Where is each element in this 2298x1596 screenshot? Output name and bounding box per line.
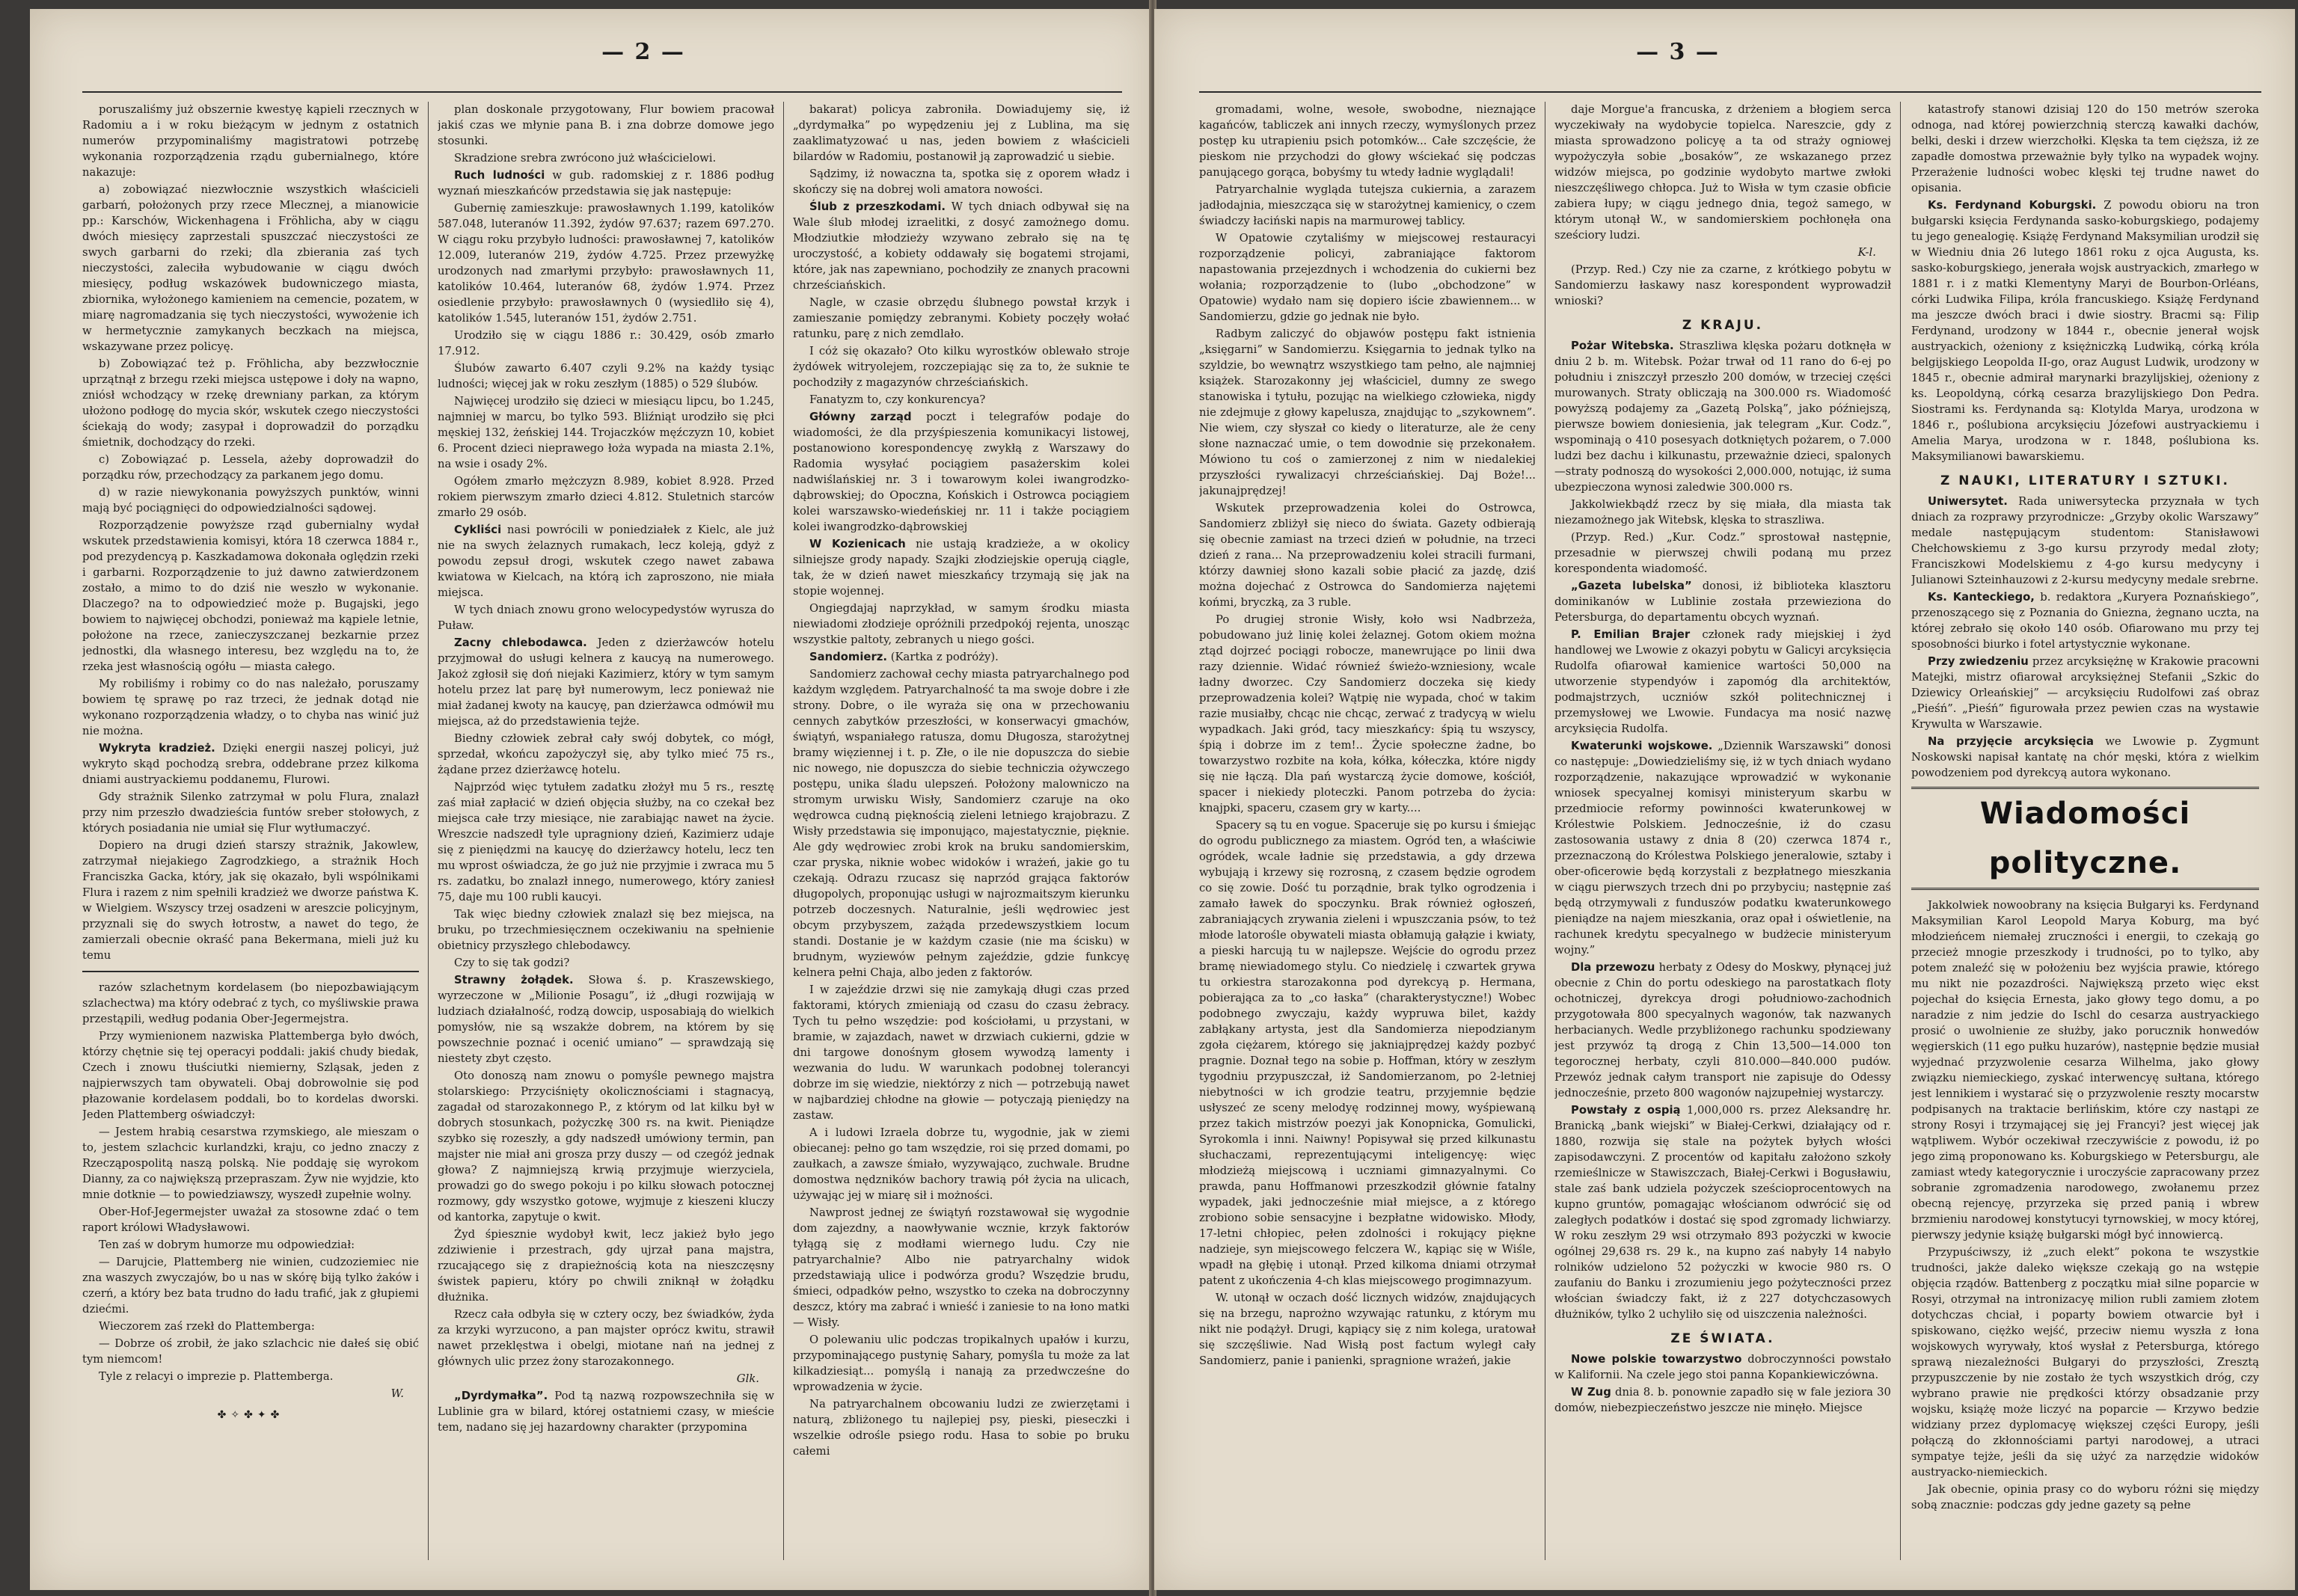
paragraph: Skradzione srebra zwrócono już właścicielowi. bbox=[454, 152, 717, 165]
news-item-heading: Ks. Ferdynand Koburgski. bbox=[1928, 199, 2097, 212]
paragraph: Przypuściwszy, iż „zuch elekt” pokona te wszystkie trudności, jakże daleko większe czekają go na wstępie objęcia rządów. Battenberg z początku miał silne poparcie w Rosyi, otrzymał na intronizacyę milion rubli zamiem złotem dotychczas chciał, i poparty bowiem otwarcie był i spiskowano, ciężko wejść, przeciw niemu wyszła z łona wojskowych wyrywały, ktoś wysłał z Petersburga, którego sprawą niezależności Bułgaryi do przyszłości, Zresztą przypuszczenie by nie zostało że tych wszystkich dróg, czy wybrano prawie nie prędkości którzy obsadzanie przy wojsku, książę może liczyć na poparcie — Krzywo bedzie widziany przez dyplomacyę większej części Europy, jeśli połączą do zkłonnościami partyi narodowej, a utraci sympatye tejże, jeśli da się użyć za narzędzie widoków austryacko-niemieckich. bbox=[1911, 1246, 2259, 1479]
paragraph: Jakkolwiekbądź rzecz by się miała, dla miasta tak niezamożnego jak Witebsk, klęska to straszliwa. bbox=[1554, 498, 1891, 527]
news-item-heading: Wykryta kradzież. bbox=[99, 742, 215, 755]
news-item-heading: Ślub z przeszkodami. bbox=[809, 200, 946, 213]
news-item bbox=[1911, 494, 2259, 588]
paragraph: Sandomierz zachował cechy miasta patryarchalnego pod każdym względem. Patryarchalność ta ma swoje dobre i złe strony. Dobre, o ile wyraża się ona w przechowaniu cennych zabytków przeszłości, w konserwacyi gmachów, świątyń, wspaniałego ratusza, domu Długosza, starożytnej bramy więziennej i t. p. Złe, o ile nie dopuszcza do siebie nic nowego, nie dopuszcza do siebie techniczia ożywczego postępu, unika śladu ulepszeń. Położony malowniczo na stromym urwisku Wisły, Sandomierz czaruje na oko wędrowca cudną pięknością zieleni letniego krajobrazu. Z Wisły przedstawia się imponująco, majestatycznie, pięknie. Ale gdy wędrowiec zrobi krok na bruku sandomierskim, czar pryska, niknie wobec widoków i wrażeń, jakie go tu czekają. Odrazu rzucasz się naprzód grająca faktorów długopolych, proponując usługi w najrozmaitszym kierunku potrzeb doczesnych. Naturalnie, jeśli wędrowiec jest obcym przybyszem, zażąda przedewszystkiem locum standi. Dostanie je w każdym czasie (nie ma ścisku) w brudnym, wyziewów pełnym zajeździe, gdzie funkcyę kelnera pełni Chaja, albo jeden z faktorów. bbox=[793, 668, 1130, 979]
news-item-heading: Ks. Kanteckiego, bbox=[1928, 591, 2035, 604]
paragraph: — Jestem hrabią cesarstwa rzymskiego, ale mieszam o to, jestem szlachcic kurlandzki, kraju, co jedno znaczy z Rzecząpospolitą naszą polską. Nie poddaję się wyrokom Dianny, za co największą przepraszam. Żyw nie wyjdzie, kto mnie dotknie — to powiedziawszy, wyszedł zupełnie wolny. bbox=[82, 1126, 419, 1201]
news-item-body: W tych dniach odbywał się na Wale ślub młodej izraelitki, z dosyć zamożnego domu. Młodziutkie młodzieży wzywano zebrało się na tę uroczystość, a kobiety oddawały się bogatemi strojami, które, jak nas zapewniano, pochodziły ze znanych pracowni chrześciańskich. bbox=[793, 200, 1130, 292]
paragraph: (Przyp. Red.) Czy nie za czarne, z krótkiego pobytu w Sandomierzu łaskawy nasz korespondent wyprowadził wnioski? bbox=[1554, 263, 1891, 307]
news-item-body: poczt i telegrafów podaje do wiadomości, że dla przyśpieszenia komunikacyi listowej, postanowiono korespondencyę zwykłą z Warszawy do Radomia wysyłać pociągiem pasażerskim kolei nadwiślańskiej nr. 3 i towarowym kolei iwangrodzko-dąbrowskiej; do Opoczna, Końskich i Ostrowca pociągiem kolei warszawsko-wiedeńskiej nr. 11 i także pociągiem kolei iwangrodzko-dąbrowskiej bbox=[793, 411, 1130, 533]
paragraph: Najprzód więc tytułem zadatku złożył mu 5 rs., resztę zaś miał zapłacić w dzień objęcia służby, na co czekał bez miejsca całe trzy miesiące, nie zarabiając nawet na życie. Wreszcie nadszedł tyle upragniony dzień, Kazimierz udaje się z pieniędzmi na kaucyę do dzierżawcy hotelu, lecz ten mu wprost oświadcza, że go już nie przyjmie i zwraca mu 5 rs. zadatku, bo znalazł innego, numerowego, który zaniesł 75, daje mu 100 rubli kaucyi. bbox=[438, 781, 774, 903]
paragraph: Czy to się tak godzi? bbox=[454, 957, 570, 969]
paragraph: plan doskonale przygotowany, Flur bowiem pracował jakiś czas we młynie pana B. i zna dobrze domowe jego stosunki. bbox=[438, 103, 774, 147]
news-item-body: Z powodu obioru na tron bułgarski księcia Ferdynanda sasko-koburgskiego, podajemy tu jego genealogię. Książę Ferdynand Maksymilian urodził się w Wiedniu dnia 26 lutego 1861 roku z ojca Augusta, ks. sasko-koburgskiego, jenerała wojsk austryackich, zmarłego w 1881 r. i z matki Klementyny Maryi de Bourbon-Orléans, córki Ludwika Filipa, króla francuskiego. Książę Ferdynand ma jeszcze dwóch braci i dwie siostry. Bracmi są: Filip Ferdynand, urodzony w 1844 r., obecnie jenerał wojsk austryackich, ożeniony z księżniczką Ludwiką, córką króla belgijskiego Leopolda II-go, oraz August Ludwik, urodzony w 1845 r., obecnie admirał marynarki brazylijskiej, ożeniony z ks. Leopoldyną, córką cesarza brazylijskiego Don Pedra. Siostrami ks. Ferdynanda są: Klotylda Marya, urodzona w 1846 r., poślubiona arcyksięciu Józefowi austryackiemu i Amelia Marya, urodzona w r. 1848, poślubiona ks. Maksymilianowi bawarskiemu. bbox=[1911, 199, 2259, 463]
paragraph: Spacery są tu en vogue. Spaceruje się po kursu i śmiejąc do ogrodu publicznego za miastem. Ogród ten, a właściwie ogródek, wcale ładnie się przedstawia, a gdy drzewa wybujają i krzewy się rozrosną, z czasem będzie ogrodem co się zowie. Dość tu porządnie, brak tylko ogrodzenia i zamało ławek do spoczynku. Brak również ogłoszeń, zabraniających zrywania zieleni i wpuszczania psów, to też młode latorośle obywateli miasta obłamują gałązie i kwiaty, a pieski harcują tu w najlepsze. Wejście do ogrodu przez bramę niewiadomego stylu. Co niedzielę i czwartek grywa tu orkiestra starozakonna pod dyrekcyą p. Hermana, pobierająca za to „co łaska” (charakterystyczne!) Wobec podobnego zwyczaju, każdy wypruwa bilet, każdy zabłąkany artysta, jest dla Sandomierza niepodzianym zgoła ciężarem, którego się jakniajprędzej każdy pozbyć pragnie. Doznał tego na sobie p. Hoffman, który w zeszłym tygodniu przypuszczał, iż Sandomierzanom, po 2-letniej niebytności w ich grodzie teatru, przyjemnie będzie usłyszeć ze sceny melodyę rodzinnej mowy, wyśpiewaną przez takich mistrzów poezyi jak Konopnicka, Gomulicki, Syrokomla i inni. Naiwny! Popisywał się przed kilkunastu słuchaczami, reprezentującymi inteligencyę: więc młodzieżą miejscową i uczniami gimnazyalnymi. Co prawda, panu Hoffmanowi przeszkodził głównie fatalny wypadek, jaki jednocześnie miał miejsce, a z którego zrobiono sobie sensacyjne i bezpłatne widowisko. Młody, 17-letni chłopiec, pełen zdolności i rokujący piękne nadzieje, syn miejscowego felczera W., kąpiąc się w Wiśle, wpadł na głębię i utonął. Przed kilkoma dniami otrzymał patent z ukończenia 4-ch klas miejscowego progimnazyum. bbox=[1199, 819, 1536, 1287]
news-item-body: 1,000,000 rs. przez Aleksandrę hr. Branicką „bank wiejski” w Białej-Cerkwi, działający od r. 1880, rozwija się stale na pożytek byłych włości zapisodawczyni. Z procentów od kapitału założono szkoły rzemieślnicze w Stawiszczach, Białej-Cerkwi i Bogusławiu, stale zaś bank udziela pożyczek sześcioprocentowych na kupno gruntów, pomagając włościanom odwrócić się od zaległych podatków i dostać się spod zgromady lichwiarzy. W roku zeszłym 29 wsi otrzymało 893 pożyczki w kwocie ogólnej 29,638 rs. 29 k., na kupno zaś nabyły 14 nabyło rolników udzielono 52 pożyczki w kwocie 980 rs. O zaufaniu do Banku i zrozumieniu jego pożyteczności przez włościan świadczy fakt, iż z 227 dotychczasowych dłużników, tylko 2 uchyliło się od uiszczenia należności. bbox=[1554, 1104, 1891, 1321]
paragraph: Po drugiej stronie Wisły, koło wsi Nadbrzeża, pobudowano już linię kolei żelaznej. Gotom okiem można ztąd dojrzeć pociągi robocze, manewrujące po linii dwa razy dziennie. Widać równieź świeżo-wzniesiony, wcale ładny dworzec. Czy Sandomierz doczeka się kiedy przeprowadzenia kolei? Wątpię nie wypada, choć w takim razie musiałby, chcąc nie chcąc, zerwać z tradycyą w wielu wypadkach. Jaki gród, tacy mieszkańcy: śpią tu wszyscy, śpią i dobrze im z tem!.. Życie społeczne żadne, bo towarzystwo rozbite na koła, kółka, kółeczka, które nigdy się nie łączą. Dla pań wystarczą życie domowe, kościół, spacer i niekiedy ploteczki. Panom potrzeba do życia: knajpki, spaceru, czasem gry w karty.... bbox=[1199, 613, 1536, 814]
page-number-right: — 3 — bbox=[1636, 39, 1720, 65]
section-heading: ZE ŚWIATA. bbox=[1670, 1331, 1775, 1346]
column-divider bbox=[428, 102, 429, 1560]
news-item bbox=[1554, 1102, 1891, 1322]
news-item bbox=[1554, 578, 1891, 625]
news-item-body: herbaty z Odesy do Moskwy, płynącej już obecnie z Chin do portu odeskiego na parostatkach floty ochotniczej, dyrekcya drogi południowo-zachodnich przygotowała 800 specyalnych wagonów, tak nazwanych herbacianych. Wedle przybliżonego rachunku spodziewany jest przywóz tą drogą z Chin 13,500—14.000 ton tegorocznej herbaty, czyli 810.000—840.000 pudów. Przewóz jednak całym transport nie zapisuje do Odessy jednocześnie, przeto 800 wagonów najzupełniej wystarczy. bbox=[1554, 961, 1891, 1099]
news-item-heading: Ruch ludności bbox=[454, 169, 545, 182]
news-item bbox=[1911, 589, 2259, 652]
paragraph: Tak więc biedny człowiek znalazł się bez miejsca, na bruku, po trzechmiesięcznem oczekiwaniu na spełnienie obietnicy przyszłego chlebodawcy. bbox=[438, 908, 774, 952]
news-item bbox=[438, 168, 774, 199]
paragraph: Sądzimy, iż nowaczna ta, spotka się z oporem władz i skończy się na dobrej woli amatora nowości. bbox=[793, 168, 1130, 196]
news-item bbox=[793, 649, 1130, 665]
paragraph: Rzecz cała odbyła się w cztery oczy, bez świadków, żyda za krzyki wyrzucono, a pan majster oprócz kwitu, strawił nawet przeklęstwa i obelgi, miotane nań na jednej z głównych ulic przez żony starozakonnego. bbox=[438, 1308, 774, 1368]
paragraph: Ogółem zmarło mężczyzn 8.989, kobiet 8.928. Przed rokiem pierwszym zmarło dzieci 4.812. Stuletnich starców zmarło 29 osób. bbox=[438, 475, 774, 519]
paragraph: — Darujcie, Plattemberg nie winien, cudzoziemiec nie zna waszych zwyczajów, bo u nas w skórę biją tylko żaków i czerń, a który bez bata trudno do ładu trafić, jak z głupiemi dziećmi. bbox=[82, 1256, 419, 1316]
news-item-heading: Nowe polskie towarzystwo bbox=[1571, 1353, 1742, 1366]
author-signature: W. bbox=[390, 1387, 404, 1400]
news-item-heading: Dla przewozu bbox=[1571, 961, 1655, 974]
paragraph: Biedny człowiek zebrał cały swój dobytek, co mógł, sprzedał, wkońcu zapożyczył się, aby tylko mieć 75 rs., żądane przez dzierżawcę hotelu. bbox=[438, 732, 774, 776]
right-column-2 bbox=[1554, 102, 1891, 1560]
paragraph: I cóż się okazało? Oto kilku wyrostków oblewało stroje żydówek witryolejem, rozczepiając się za to, że suknie te pochodziły z magazynów chrześciańskich. bbox=[793, 345, 1130, 389]
news-item-body: b. redaktora „Kuryera Poznańskiego”, przenoszącego się z Poznania do Gniezna, żegnano uczta, na której zebrało się około 140 osób. Ofiarowano mu przy tej sposobności biurko i fotel artystycznie wykonane. bbox=[1911, 591, 2259, 651]
paragraph: Przy wymienionem nazwiska Plattemberga było dwóch, którzy chętnie się tej operacyi poddali: jakiś chudy biedak, Czech i znowu tłuściutki niemierny, Szląsak, jeden z najpierwszych tam obywateli. Obaj dobrowolnie się pod płazowanie kordelasem poddali, bo to kordelas dworski. Jeden Plattemberg oświadczył: bbox=[82, 1030, 419, 1121]
paragraph: A i ludowi Izraela dobrze tu, wygodnie, jak w ziemi obiecanej: pełno go tam wszędzie, roi się przed domami, po zaułkach, a zawsze śmiało, wyzywająco, zuchwale. Brudne domostwa nędzników bachory trawią pół życia na ulicach, używając jej w miarę sił i możności. bbox=[793, 1126, 1130, 1202]
news-item bbox=[438, 972, 774, 1066]
news-item-heading: Pożar Witebska. bbox=[1571, 340, 1674, 352]
paragraph: Nawprost jednej ze świątyń rozstawował się wygodnie dom zajezdny, a naowływanie wcznie, krzyk faktorów tyłągą się z modłami wiernego ludu. Czy nie patryarchalnie? Albo nie patryarchalny widok przedstawiają ulice i podwórza grodu? Wszędzie brudu, śmieci, odpadków pełno, wszystko to czeka na dobroczynny deszcz, który ma zabrać i wnieść i zaniesie to na łono matki — Wisły. bbox=[793, 1206, 1130, 1329]
paragraph: b) Zobowiązać też p. Fröhlicha, aby bezzwłocznie uprzątnął z brzegu rzeki miejsca ustępowe i doły na wapno, zniósł wchodzący w rzekę drewniany parkan, za którym ułożono podłogę do mycia skór, wskutek czego nieczystości ściekają do wody; zasypał i doprowadził do porządku śmietnik, dochodzący do rzeki. bbox=[82, 357, 419, 449]
paragraph: — Dobrze oś zrobił, że jako szlachcic nie dałeś się obić tym niemcom! bbox=[82, 1337, 419, 1366]
news-item-body: nie ustają kradzieże, a w okolicy silniejsze grody napady. Szajki złodziejskie operują ciągle, tak, że w dzień nawet mieszkańcy trzymają się jak na stopie wojennej. bbox=[793, 538, 1130, 598]
paragraph: I w zajeździe drzwi się nie zamykają długi czas przed faktorami, których zmieniają od czasu do czasu żebracy. Tych tu pełno wszędzie: pod kościołami, u przystani, w bramie, w zajazdach, nawet w drzwiach cukierni, gdzie w dni targowe donośnym głosem wywodzą lamenty i wezwania do ludu. W warunkach podobnej tolerancyi dobrze im się wiedzie, niektórzy z nich — potrzebują nawet w najbardziej chłodne na głowie — potyczają pieniędzy na zastaw. bbox=[793, 983, 1130, 1122]
ornament-divider: ✤✧✤✦✤ bbox=[217, 1409, 284, 1421]
news-item-body: Pod tą nazwą rozpowszechniła się w Lublinie gra w bilard, której ostatniemi czasy, w mieście tem, nadano się jej hazardowny charakter (przypomina bbox=[438, 1390, 774, 1434]
news-item-body: „Dziennik Warszawski” donosi co następuje: „Dowiedzieliśmy się, iż w tych dniach wydano rozporządzenie, nakazujące wprowadzić w wykonanie wniosek specyalnej komisyi ministeryum skarbu w przedmiocie reformy powinności kwaterunkowej w Królestwie Polskiem. Jednocześnie, iż do czasu zastosowania ustawy z dnia 8 (20) czerwca 1874 r., przeznaczoną do Królestwa Polskiego jeneralowie, sztaby i ober-oficerowie będą korzystali z bezpłatnego mieszkania w ciągu pierwszych trzech dni po przybyciu; następnie zaś będą otrzymywali z funduszów podatku kwaterunkowego pieniądze na najem mieszkania, oraz opał i oświetlenie, na rachunek kredytu specyalnego w budżecie ministeryum wojny.” bbox=[1554, 740, 1891, 957]
paragraph: Urodziło się w ciągu 1886 r.: 30.429, osób zmarło 17.912. bbox=[438, 329, 774, 357]
paragraph: bakarat) policya zabroniła. Dowiadujemy się, iż „dyrdymałka” po wypędzeniu jej z Lublina, ma się zaaklimatyzować u nas, jeden bowiem z właścicieli bilardów w Radomiu, postanowił ją zaprowadzić u siebie. bbox=[793, 103, 1130, 163]
news-item-body: Jeden z dzierżawców hotelu przyjmował do usługi kelnera z kaucyą na numerowego. Jakoż zgłosił się doń niejaki Kazimierz, który w tym samym hotelu przez lat parę był numerowym, lecz ponieważ nie miał żadanej kwoty na kaucyę, pan dzierżawca odmówił mu miejsca, aż do przedstawienia tejże. bbox=[438, 636, 774, 728]
paragraph: W Opatowie czytaliśmy w miejscowej restauracyi rozporządzenie policyi, zabraniające faktorom napastowania przejezdnych i wchodzenia do cukierni bez wołania; rozporządzenie to (lubo „obchodzone” w Opatowie) wydało nam się dopiero iście zbawiennem... w Sandomierzu, gdzie go jednak nie było. bbox=[1199, 232, 1536, 323]
news-item bbox=[1911, 197, 2259, 464]
news-item bbox=[1554, 338, 1891, 495]
paragraph: Wieczorem zaś rzekł do Plattemberga: bbox=[99, 1320, 315, 1333]
news-item bbox=[438, 1388, 774, 1435]
news-item-heading: Uniwersytet. bbox=[1928, 495, 2008, 508]
paragraph: Patryarchalnie wygląda tutejsza cukiernia, a zarazem jadłodajnia, mieszcząca się w starożytnej kamienicy, o czem świadczy łaciński napis na marmurowej tablicy. bbox=[1199, 183, 1536, 227]
paragraph: O polewaniu ulic podczas tropikalnych upałów i kurzu, przypominającego pustynię Sahary, pomyśla tu może za lat kilkadziesiąt... pomyślą i nanają za przedwcześne do wprowadzenia w życie. bbox=[793, 1333, 1130, 1393]
news-item bbox=[793, 536, 1130, 599]
paragraph: gromadami, wolne, wesołe, swobodne, nieznające kagańców, tabliczek ani innych rzeczy, wymyślonych przez postęp ku utrapieniu psich potomków... Całe szczęście, że pieskom nie przychodzi do głowy wściekać się podczas panującego gorąca, bobyśmy tu wtedy ładnie wyglądali! bbox=[1199, 103, 1536, 179]
paragraph: c) Zobowiązać p. Lessela, ażeby doprowadził do porządku rów, przechodzący za parkanem jego domu. bbox=[82, 453, 419, 482]
section-heading: Z NAUKI, LITERATURY I SZTUKI. bbox=[1940, 473, 2231, 488]
news-item-body: przez arcyksiężnę w Krakowie pracowni Matejki, mistrz ofiarował arcyksiężnej Stefanii „Szkic do Dziewicy Orleańskiej” — arcyksięciu Rudolfowi zaś obraz „Pieśń”. „Pieśń” figurowała przez pewien czas na wystawie Krywulta w Warszawie. bbox=[1911, 655, 2259, 731]
news-item bbox=[438, 522, 774, 601]
news-item bbox=[82, 740, 419, 788]
paragraph: Ślubów zawarto 6.407 czyli 9.2% na każdy tysiąc ludności; więcej jak w roku zeszłym (1885) o 529 ślubów. bbox=[438, 362, 774, 390]
news-item-body: Rada uniwersytecka przyznała w tych dniach za rozprawy przyrodnicze: „Grzyby okolic Warszawy” medale następującym studentom: Stanisławowi Chełchowskiemu z 3-go kursu przyrody medal złoty; Franciszkowi Modelskiemu z 4-go kursu medycyny i Julianowi Szteinhauzowi z 2-kursu medycyny medale srebrne. bbox=[1911, 495, 2259, 586]
paragraph: Tyle z relacyi o imprezie p. Plattemberga. bbox=[99, 1370, 334, 1383]
paragraph: Żyd śpiesznie wydobył kwit, lecz jakież było jego zdziwienie i przestrach, gdy ujrzał pana majstra, rzucającego się z drapieżnością kota na nieszczęsny świstek papieru, który po chwili zniknął w żołądku dłużnika. bbox=[438, 1228, 774, 1304]
paragraph: katastrofy stanowi dzisiaj 120 do 150 metrów szeroka odnoga, nad której powierzchnią sterczą kawałki dachów, belki, deski i drzew wierzchołki. Klęska ta tem cięższa, iż ze zapadłe domostwa przeważnie były tylko na wypadek wojny. Przerażenie ludności wobec klęski tej trudne nawet do opisania. bbox=[1911, 103, 2259, 194]
paragraph: My robiliśmy i robimy co do nas należało, poruszamy bowiem tę sprawę po raz trzeci, że jednak dotąd nie wykonano rozporządzenia władzy, o to chyba nas winić już nie można. bbox=[82, 678, 419, 737]
news-item-body: nasi powrócili w poniedziałek z Kielc, ale już nie na swych żelaznych rumakach, lecz koleją, gdyż z powodu zepsuł drogi, wskutek czego nawet zabawa kwiatowa w Kielcach, na którą ich zaproszono, nie miała miejsca. bbox=[438, 524, 774, 599]
news-item-heading: Cykliści bbox=[454, 524, 502, 536]
news-item-heading: W Zug bbox=[1571, 1386, 1611, 1399]
news-item-body: Słowa ś. p. Kraszewskiego, wyrzeczone w „Milionie Posagu”, iż „długi rozwijają w ludziach działalność, rodzą dowcip, usposabiają do wielkich pomysłów, nie są wszakże dobrem, na którem by się powszechnie poznać i ocenić umiano” — sprawdzają się niestety zbyt często. bbox=[438, 974, 774, 1065]
right-column-1 bbox=[1199, 102, 1536, 1560]
news-item-body: Dzięki energii naszej policyi, już wykryto skąd pochodzą srebra, oddebrane przez kilkoma dniami austryackiemu poddanemu, Flurowi. bbox=[82, 742, 419, 786]
news-item-body: dnia 8. b. ponownie zapadło się w fale jeziora 30 domów, niebezpieczeństwo jeszcze nie minęło. Miejsce bbox=[1554, 1386, 1891, 1414]
paragraph: Dopiero na drugi dzień starszy strażnik, Jakowlew, zatrzymał niejakiego Zagrodzkiego, a strażnik Hoch Franciszka Gacka, który, jak się okazało, byli wspólnikami Flura i razem z nim spełnili kradzież we dworze państwa K. w Wielgiem. Wszyscy trzej osadzeni w areszcie policyjnym, przyznali się do swych łotrostw, a nawet do tego, że zamierzali obecnie okraść pana Bekermana, mieli już ku temu bbox=[82, 839, 419, 962]
paragraph: Nagle, w czasie obrzędu ślubnego powstał krzyk i zamieszanie pomiędzy zebranymi. Kobiety poczęły wołać ratunku, parę z nich zemdlało. bbox=[793, 296, 1130, 340]
paragraph: Ten zaś w dobrym humorze mu odpowiedział: bbox=[99, 1239, 355, 1251]
author-signature: Glk. bbox=[736, 1372, 759, 1385]
news-item-body: dobroczynności powstało w Kalifornii. Na czele jego stoi panna Kopankiewiczówna. bbox=[1554, 1353, 1891, 1381]
paragraph: (Przyp. Red.) „Kur. Codz.” sprostował następnie, przesadnie w pierwszej chwili podaną mu przez korespondenta wiadomość. bbox=[1554, 531, 1891, 575]
news-item-body: członek rady miejskiej i żyd handlowej we Lwowie z okazyi pobytu w Galicyi arcyksięcia Rudolfa ofiarował kamienice wartości 50,000 na utworzenie stypendyów i zapomóg dla architektów, podmajstrzych, uczniów szkół politechnicznej i przemysłowej we Lwowie. Fundacya ma nosić nazwę arcyksięcia Rudolfa. bbox=[1554, 628, 1891, 735]
right-column-3 bbox=[1911, 102, 2259, 1560]
author-signature: K-l. bbox=[1857, 246, 1876, 259]
paragraph: Gdy strażnik Silenko zatrzymał w polu Flura, znalazł przy nim przeszło dwadzieścia funtów sreber stołowych, z których posiadania nie umiał się Flur wytłumaczyć. bbox=[82, 791, 419, 835]
left-column-3 bbox=[793, 102, 1130, 1560]
news-item-body: w gub. radomskiej z r. 1886 podług wyznań mieszkańców przedstawia się jak następuje: bbox=[438, 169, 774, 197]
paragraph: Na patryarchalnem obcowaniu ludzi ze zwierzętami i naturą, zbliżonego tu najlepiej psy, pieski, pieseczki i wszelkie odrośle psiego rodu. Hasa to sobie po bruku całemi bbox=[793, 1398, 1130, 1458]
paragraph: Ober-Hof-Jegermejster uważał za stosowne zdać o tem raport królowi Władysławowi. bbox=[82, 1206, 419, 1234]
section-heading: Z KRAJU. bbox=[1682, 318, 1764, 333]
news-item-heading: Sandomierz. bbox=[809, 651, 887, 663]
news-item bbox=[1554, 1384, 1891, 1416]
column-rule bbox=[82, 971, 419, 972]
paragraph: a) zobowiązać niezwłocznie wszystkich właścicieli garbarń, położonych przy rzece Mlecznej, a mianowicie pp.: Karschów, Wickenhagena i Fröhlicha, aby w ciągu dwóch miesięcy zaprzestali spuszczać nieczystości ze swych garbarni do rzeki; dla zbierania zaś tych nieczystości, zaleciła wybudowanie w ciągu dwóch miesięcy, podług wskazówek budowniczego miasta, zbiornika, wyłożonego kamieniem na cemencie, pozatem, w miarę nagromadzania się tych nieczystości, wywożenie ich w hermetycznie zamykanych beczkach na miejsca, wskazywane przez policyę. bbox=[82, 183, 419, 353]
news-item-heading: „Dyrdymałka”. bbox=[454, 1390, 548, 1402]
header-rule-left bbox=[82, 91, 1122, 93]
left-column-2 bbox=[438, 102, 774, 1560]
paragraph: daje Morgue'a francuska, z drżeniem a błogiem serca wyczekiwały na wydobycie topielca. Nareszcie, gdy z miasta sprowadzono policyę a ta od straży ogniowej wypożyczyła sobie „bosaków”, ze wskazanego przez widzów miejsca, po godzinie wydobyto martwe zwłoki nieszczęśliwego chłopca. Już to Wisła w tym czasie obficie zabiera łupy; w ciągu jednego dnia, tegoż samego, w którym utonął W., w sandomierskiem pochłonęła ona sześciory ludzi. bbox=[1554, 103, 1891, 242]
section-banner: Wiadomości polityczne. bbox=[1911, 787, 2259, 890]
column-divider bbox=[1900, 102, 1901, 1560]
paragraph: Wskutek przeprowadzenia kolei do Ostrowca, Sandomierz zbliżył się nieco do świata. Gazety odbierają się obecnie zamiast na trzeci dzień w południe, na trzeci dzień z rana... Na przeprowadzeniu kolei stracili furmani, którzy dawniej słono kazali sobie płacić za jazdę, dziś można dojechać z Ostrowca do Sandomierza najętemi końmi, bryczką, za 3 ruble. bbox=[1199, 502, 1536, 609]
right-page bbox=[1154, 9, 2295, 1590]
column-divider bbox=[783, 102, 784, 1560]
news-item-heading: Główny zarząd bbox=[809, 411, 912, 423]
news-item bbox=[793, 199, 1130, 293]
news-item-body: donosi, iż biblioteka klasztoru dominikanów w Lublinie została przewieziona do Petersburga, do departamentu obcych wyznań. bbox=[1554, 580, 1891, 624]
news-item-body: we Lwowie p. Zygmunt Noskowski napisał kantatę na chór męski, która z wielkim powodzeniem pod dyrekcyą autora wykonano. bbox=[1911, 735, 2259, 779]
news-item bbox=[1911, 734, 2259, 781]
news-item bbox=[1554, 627, 1891, 737]
news-item bbox=[1911, 654, 2259, 732]
left-column-1 bbox=[82, 102, 419, 1560]
news-item-heading: Kwaterunki wojskowe. bbox=[1571, 740, 1713, 752]
news-item-heading: Powstały z ospią bbox=[1571, 1104, 1681, 1117]
news-item-heading: Przy zwiedzeniu bbox=[1928, 655, 2029, 668]
paragraph: Rozporządzenie powyższe rząd gubernialny wydał wskutek przedstawienia komisyi, która 18 czerwca 1884 r., pod prezydencyą p. Kaszkadamowa dokonała oględzin rzeki i garbarni. Rozporządzenie to już dawno zatwierdzonem zostało, a mimo to do dziś nie weszło w wykonanie. Dlaczego? na to odpowiedzieć może p. Bugajski, jego bowiem to najwięcej obchodzi, ponieważ ma kąpiele letnie, położone na rzece, zanieczyszczanej bezkarnie przez jednostki, dla własnego interesu, bez względu na to, że rzeka jest własnością ogółu — miasta całego. bbox=[82, 519, 419, 673]
page-number-left: — 2 — bbox=[601, 39, 685, 65]
paragraph: razów szlachetnym kordelasem (bo niepozbawiającym szlachectwa) ma który odebrać z tych, co myśliwskie prawa przestąpili, według podania Ober-Jegermejstra. bbox=[82, 981, 419, 1025]
news-item-heading: Zacny chlebodawca. bbox=[454, 636, 587, 649]
news-item bbox=[438, 635, 774, 729]
paragraph: Oto donoszą nam znowu o pomyśle pewnego majstra stolarskiego: Przyciśnięty okolicznościami i stagnacyą, zagadał od starozakonnego P., z którym od lat kilku był w dobrych stosunkach, pożyczkę 300 rs. na kwit. Pieniądze szybko się rozeszły, a gdy nadszedł umówiony termin, pan majster nie miał ani grosza przy duszy — od czegóż jednak głowa? Z najmniejszą krwią przyjmuje wierzyciela, prowadzi go do swego pokoju i po kilku słowach potocznej rozmowy, gdy wszystko gotowe, wyjmuje z kieszeni kluczy od kantorka, zapytuje o kwit. bbox=[438, 1069, 774, 1224]
paragraph: Fanatyzm to, czy konkurencya? bbox=[809, 393, 986, 406]
news-item-body: Straszliwa klęska pożaru dotknęła w dniu 2 b. m. Witebsk. Pożar trwał od 11 rano do 6-ej po południu i zniszczył przeszło 200 domów, w trzeciej części murowanych. Straty obliczają na 300.000 rs. Wiadomość powyższą podajemy za „Gazetą Polską”, jako późniejszą, pierwsze bowiem doniesienia, jak telegram „Kur. Codz.”, wspominają o 410 posesyach dotkniętych pożarem, o 7.000 ludzi bez dachu i kilkunastu, przeważnie dzieci, spalonych—straty podnoszą do wysokości 2,000.000, notując, iż suma ubezpieczona wynosi zaledwie 300.000 rs. bbox=[1554, 340, 1891, 494]
header-rule-right bbox=[1199, 91, 2261, 93]
news-item-heading: Na przyjęcie arcyksięcia bbox=[1928, 735, 2095, 748]
news-item bbox=[1554, 738, 1891, 958]
left-page bbox=[30, 9, 1152, 1590]
paragraph: W. utonął w oczach dość licznych widzów, znajdujących się na brzegu, naprożno wzywając ratunku, z którym mu nikt nie podążył. Drugi, kąpiący się z nim kolega, uratował się szczęśliwie. Nad Wisłą post factum wyległ cały Sandomierz, panie i panienki, spragnione wrażeń, jakie bbox=[1199, 1292, 1536, 1367]
paragraph: Najwięcej urodziło się dzieci w miesiącu lipcu, bo 1.245, najmniej w marcu, bo tylko 593. Bliźniąt urodziło się płci męskiej 132, żeńskiej 144. Trojaczków męźczyzn 10, kobiet 6. Procent dzieci nieprawego łoża wypada na miasta 2.1%, na wsie i osady 2%. bbox=[438, 395, 774, 470]
paragraph: d) w razie niewykonania powyższych punktów, winni mają być pociągnięci do odpowiedzialności sądowej. bbox=[82, 486, 419, 515]
news-item bbox=[1554, 1351, 1891, 1383]
paragraph: Radbym zaliczyć do objawów postępu fakt istnienia „księgarni” w Sandomierzu. Księgarnia to jednak tylko na szyldzie, bo wewnątrz wszystkiego tam pełno, ale najmniej książek. Starozakonny jej właściciel, dumny ze swego stanowiska i tytułu, pozując na wielkiego człowieka, nigdy nie zdejmuje z głowy kapelusza, znajdując to „szykownem”. Nie wiem, czy słyszał co kiedy o literaturze, ale że ceny słone naznaczać umie, o tem dowodnie się przekonałem. Mówiono tu coś o zamierzonej z nim w niedalekiej przyszłości rywalizacyi chrześciańskiej. Daj Boże!... jakunajprędzej! bbox=[1199, 328, 1536, 497]
paragraph: Jak obecnie, opinia prasy co do wyboru różni się między sobą znacznie: podczas gdy jedne gazety są pełne bbox=[1911, 1483, 2259, 1511]
paragraph: W tych dniach znowu grono welocypedystów wyrusza do Puław. bbox=[438, 604, 774, 632]
news-item-heading: W Kozienicach bbox=[809, 538, 906, 550]
news-item-body: (Kartka z podróży). bbox=[890, 651, 999, 663]
paragraph: Gubernię zamieszkuje: prawosławnych 1.199, katolików 587.048, luteranów 11.392, żydów 97.637; razem 697.270. W ciągu roku przybyło ludności: prawosławnej 7, katolików 12.009, luteranów 219, żydów 4.725. Przez przewyżkę urodzonych nad zmarłymi przybyło: prawosławnych 11, katolików 10.464, luteranów 68, żydów 1.974. Przez osiedlenie przybyło: prawosławnych 0 (wysiedliło się 4), katolików 1.545, luteranów 151, żydów 2.751. bbox=[438, 202, 774, 325]
news-item-heading: „Gazeta lubelska” bbox=[1571, 580, 1692, 592]
paragraph: Ongiegdajaj naprzykład, w samym środku miasta niewiadomi złodzieje opróżnili przedpokój rejenta, unosząc wszystkie paltoty, zebranych u niego gości. bbox=[793, 602, 1130, 646]
paragraph: Jakkolwiek nowoobrany na księcia Bułgaryi ks. Ferdynand Maksymilian Karol Leopold Marya Koburg, ma być młodzieńcem niemałej zruczności i energii, to czekają go przecież mnogie przeszkody i trudności, po to tylko, aby potem znaleźć się w położeniu bez wyjścia prawie, którego mu nikt nie pozazdrości. Największą przeto więc ekst pojechał do księcia Ernesta, jako głowy tego domu, a po naradzie z nim jedzie do Ischl do cesarza austryackiego prosić o uwolnienie ze służby, jako porucznik honwedów węgierskich (11 ego pułku huzarów), następnie będzie musiał wyjednać przyzwolenie cesarza Wilhelma, jako głowy związku niemieckiego, zyskać interwencyę sułtana, którego jest lennikiem i wystarać się o przyzwolenie reszty mocarstw podpisanych na traktacie berlińskim, które czy nastąpi ze strony Rosyi i trzymającej się jej Francyi? jest więcej jak wątpliwem. Wybór oczekiwał rzeczywiście z powodu, iż po jego zimą proponowano ks. Koburgskiego w Petersburgu, ale zamiast wtedy kategorycznie i uroczyście zapracowany przez sobranie zgromadzenia narodowego, zwołanemu przez obecną rejencyę, przyrzeka się przed panią i wbrew brzmieniu narodowej konstytucyi tyrnowskiej, w mocy której, pierwszy jedynie książę bułgarski mógł być innowiercą. bbox=[1911, 899, 2259, 1241]
paragraph: poruszaliśmy już obszernie kwestyę kąpieli rzecznych w Radomiu a i w roku bieżącym w jednym z ostatnich numerów przypominaliśmy magistratowi potrzebę wykonania rozporządzenia rządu gubernialnego, które nakazuje: bbox=[82, 103, 419, 179]
news-item bbox=[793, 409, 1130, 535]
news-item bbox=[1554, 960, 1891, 1101]
news-item-heading: P. Emilian Brajer bbox=[1571, 628, 1691, 641]
news-item-heading: Strawny żołądek. bbox=[454, 974, 574, 986]
